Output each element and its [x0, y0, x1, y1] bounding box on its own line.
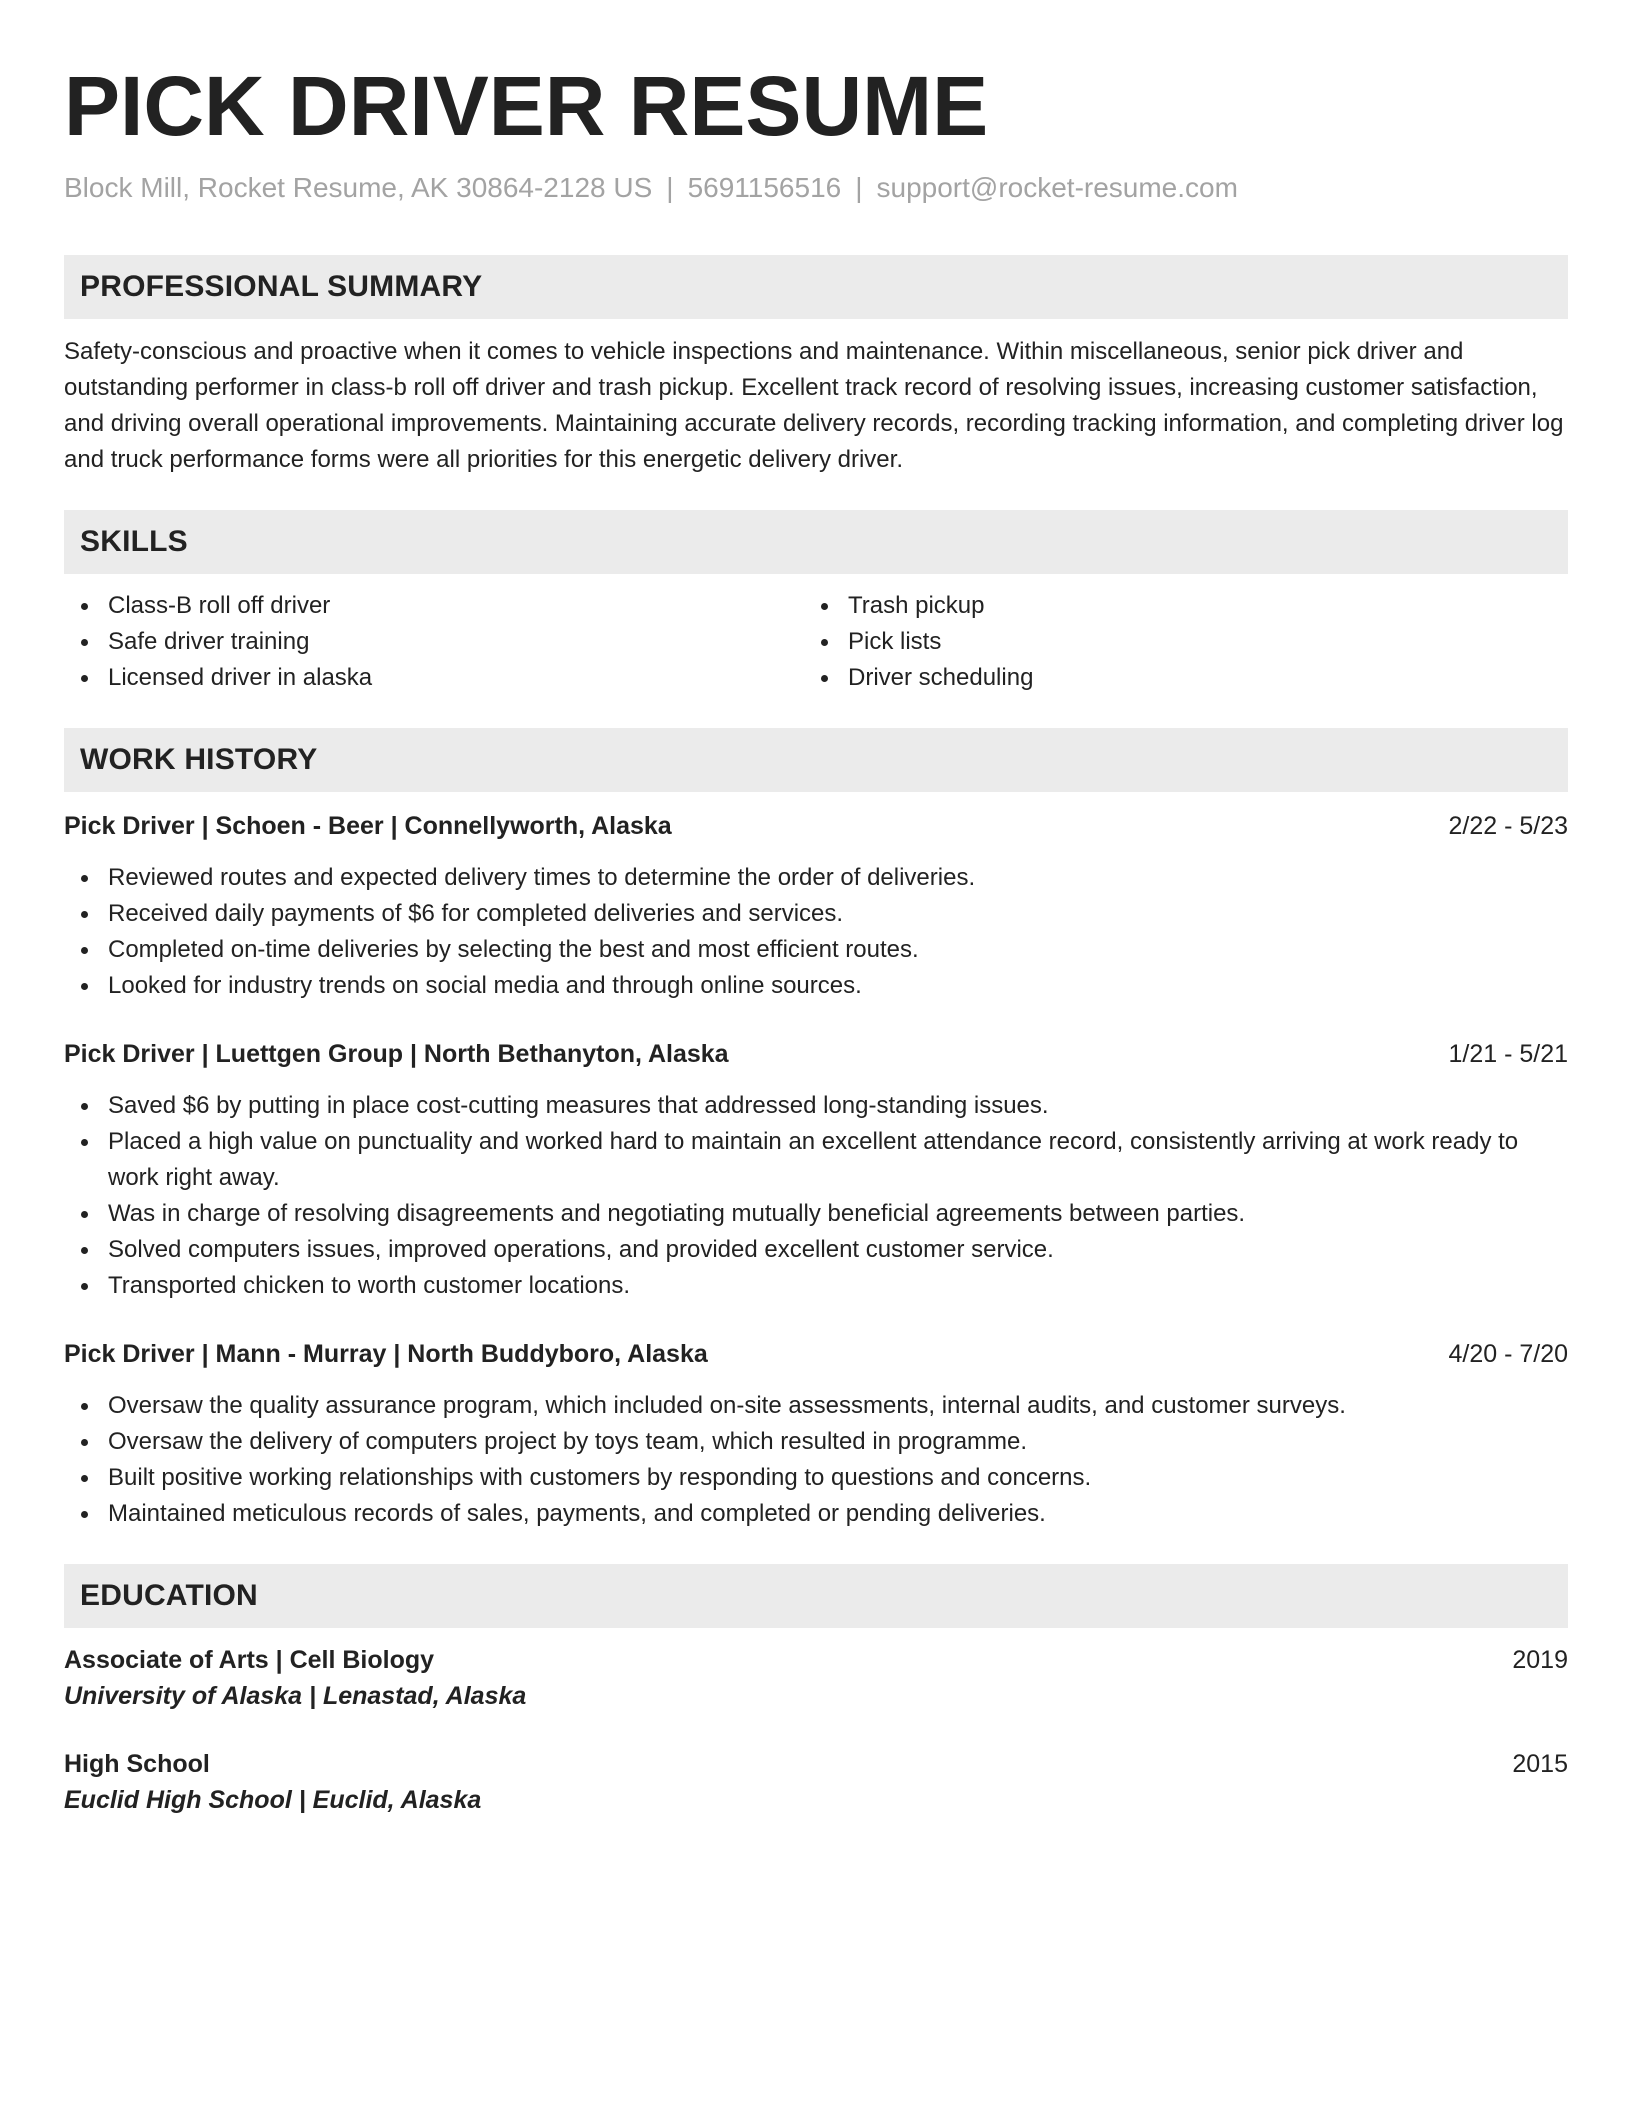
- bullet-icon: [81, 1475, 88, 1482]
- summary-text: Safety-conscious and proactive when it comes to vehicle inspections and maintenance. Within miscellaneous, senior pick driver and outstanding performer in class-b roll off driver and trash pickup. Excellent track record of resolving issues, increasing customer satisfaction, and driving overall operational improvements. Maintaining accurate delivery records, recording tracking information, and completing driver log and truck performance forms were all priorities for this energetic delivery driver.: [64, 338, 1564, 473]
- bullet-text: Solved computers issues, improved operations, and provided excellent customer service.: [108, 1236, 1054, 1263]
- bullet-icon: [81, 1211, 88, 1218]
- job-bullet: [64, 1124, 1568, 1196]
- job-entry: [64, 808, 1568, 1004]
- bullet-icon: [821, 603, 828, 610]
- skills-column-right: [804, 588, 1544, 696]
- bullet-text: Oversaw the delivery of computers project by toys team, which resulted in programme.: [108, 1428, 1028, 1455]
- bullet-text: Received daily payments of $6 for completed deliveries and services.: [108, 900, 844, 927]
- bullet-text: Completed on-time deliveries by selecting the best and most efficient routes.: [108, 936, 919, 963]
- bullet-icon: [81, 875, 88, 882]
- job-bullet: [64, 1388, 1568, 1424]
- skill-item: [64, 588, 804, 624]
- skills-grid: [64, 588, 1568, 696]
- job-bullet: [64, 1424, 1568, 1460]
- skill-item: [804, 660, 1544, 696]
- job-dates: 1/21 - 5/21: [1448, 1040, 1568, 1068]
- bullet-icon: [81, 603, 88, 610]
- skill-item: [804, 624, 1544, 660]
- contact-email: support@rocket-resume.com: [876, 172, 1238, 203]
- skill-item: [64, 624, 804, 660]
- skill-item: [64, 660, 804, 696]
- job-bullet: [64, 1196, 1568, 1232]
- bullet-icon: [81, 675, 88, 682]
- skill-label: Driver scheduling: [848, 664, 1034, 691]
- job-entry: [64, 1336, 1568, 1532]
- job-bullet: [64, 1460, 1568, 1496]
- job-bullet: [64, 860, 1568, 896]
- job-title: Pick Driver | Luettgen Group | North Bethanyton, Alaska: [64, 1040, 729, 1068]
- skill-label: Pick lists: [848, 628, 942, 655]
- bullet-icon: [81, 1439, 88, 1446]
- bullet-icon: [81, 1403, 88, 1410]
- bullet-icon: [81, 1247, 88, 1254]
- job-header: [64, 1036, 1568, 1072]
- bullet-text: Placed a high value on punctuality and worked hard to maintain an excellent attendance record, consistently arriving at work ready to work right away.: [108, 1128, 1519, 1191]
- education-entry: [64, 1746, 1568, 1818]
- job-bullet: [64, 1088, 1568, 1124]
- job-entry: [64, 1036, 1568, 1304]
- bullet-icon: [821, 675, 828, 682]
- work-history-heading: WORK HISTORY: [64, 728, 1568, 792]
- skill-label: Class-B roll off driver: [108, 592, 331, 619]
- contact-separator: |: [855, 172, 863, 203]
- skills-column-left: [64, 588, 804, 696]
- resume-title: PICK DRIVER RESUME: [64, 59, 989, 153]
- skill-label: Safe driver training: [108, 628, 310, 655]
- bullet-text: Oversaw the quality assurance program, which included on-site assessments, internal audits, and customer surveys.: [108, 1392, 1346, 1419]
- contact-phone: 5691156516: [687, 172, 842, 203]
- skill-item: [804, 588, 1544, 624]
- job-bullet: [64, 896, 1568, 932]
- bullet-text: Reviewed routes and expected delivery times to determine the order of deliveries.: [108, 864, 976, 891]
- bullet-icon: [81, 983, 88, 990]
- bullet-icon: [81, 1511, 88, 1518]
- skills-heading: SKILLS: [64, 510, 1568, 574]
- job-header: [64, 808, 1568, 844]
- education-degree: High School: [64, 1750, 210, 1778]
- bullet-icon: [81, 911, 88, 918]
- bullet-icon: [81, 1139, 88, 1146]
- bullet-icon: [821, 639, 828, 646]
- education-header: [64, 1642, 1568, 1678]
- job-bullet: [64, 1232, 1568, 1268]
- education-heading: EDUCATION: [64, 1564, 1568, 1628]
- bullet-icon: [81, 1283, 88, 1290]
- bullet-text: Built positive working relationships with customers by responding to questions and concerns.: [108, 1464, 1092, 1491]
- education-school: Euclid High School | Euclid, Alaska: [64, 1786, 482, 1814]
- bullet-text: Transported chicken to worth customer locations.: [108, 1272, 631, 1299]
- skill-label: Licensed driver in alaska: [108, 664, 373, 691]
- education-school: University of Alaska | Lenastad, Alaska: [64, 1682, 527, 1710]
- job-dates: 2/22 - 5/23: [1448, 812, 1568, 840]
- job-bullets: [64, 1388, 1568, 1532]
- bullet-text: Maintained meticulous records of sales, payments, and completed or pending deliveries.: [108, 1500, 1046, 1527]
- education-entry: [64, 1642, 1568, 1714]
- summary-heading: PROFESSIONAL SUMMARY: [64, 255, 1568, 319]
- bullet-icon: [81, 639, 88, 646]
- job-header: [64, 1336, 1568, 1372]
- skill-label: Trash pickup: [848, 592, 985, 619]
- job-bullet: [64, 932, 1568, 968]
- education-header: [64, 1746, 1568, 1782]
- job-dates: 4/20 - 7/20: [1448, 1340, 1568, 1368]
- bullet-text: Looked for industry trends on social media and through online sources.: [108, 972, 862, 999]
- bullet-icon: [81, 1103, 88, 1110]
- bullet-text: Was in charge of resolving disagreements and negotiating mutually beneficial agreements between parties.: [108, 1200, 1246, 1227]
- bullet-icon: [81, 947, 88, 954]
- job-title: Pick Driver | Schoen - Beer | Connellyworth, Alaska: [64, 812, 672, 840]
- job-bullet: [64, 1496, 1568, 1532]
- bullet-text: Saved $6 by putting in place cost-cutting measures that addressed long-standing issues.: [108, 1092, 1049, 1119]
- job-bullet: [64, 1268, 1568, 1304]
- job-bullets: [64, 860, 1568, 1004]
- contact-address: Block Mill, Rocket Resume, AK 30864-2128 US: [64, 172, 653, 203]
- education-year: 2015: [1512, 1750, 1568, 1778]
- job-bullet: [64, 968, 1568, 1004]
- job-title: Pick Driver | Mann - Murray | North Buddyboro, Alaska: [64, 1340, 708, 1368]
- contact-line: [64, 170, 1568, 206]
- education-year: 2019: [1512, 1646, 1568, 1674]
- education-degree: Associate of Arts | Cell Biology: [64, 1646, 435, 1674]
- contact-separator: |: [666, 172, 674, 203]
- job-bullets: [64, 1088, 1568, 1304]
